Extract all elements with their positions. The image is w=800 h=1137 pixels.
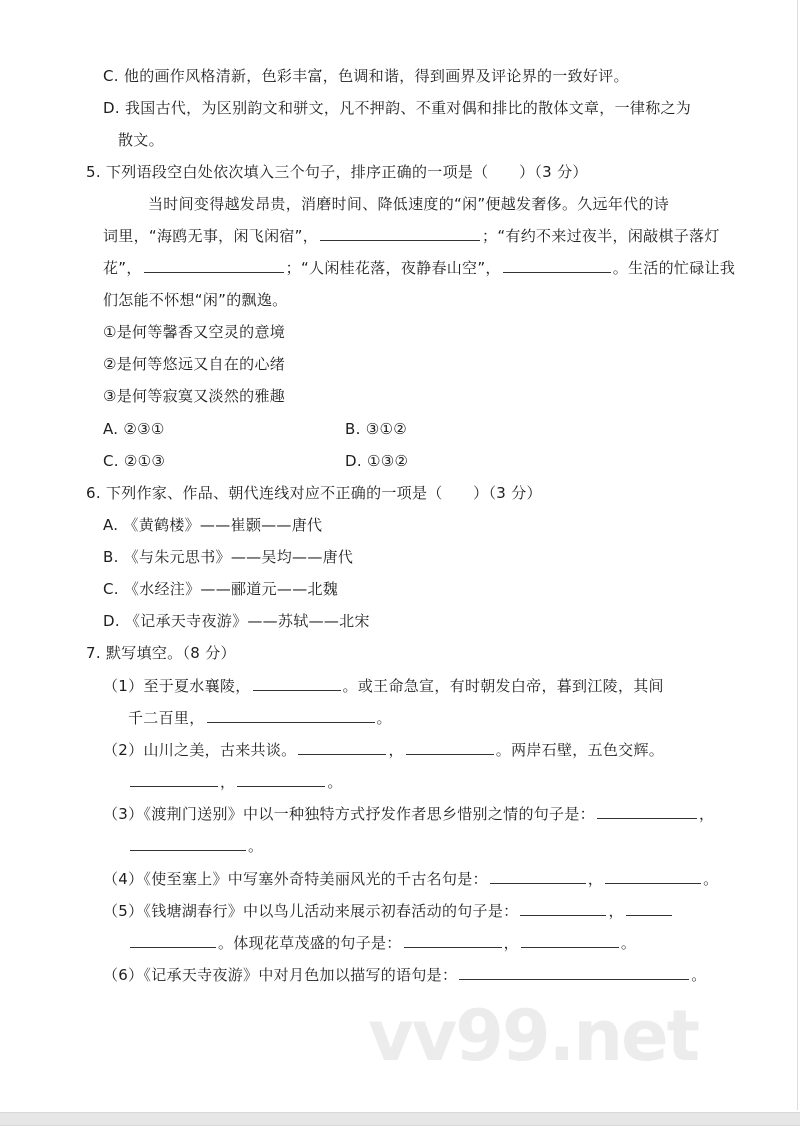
q6-stem: 6. 下列作家、作品、朝代连线对应不正确的一项是（ ）（3 分）: [86, 484, 542, 502]
text: ；“有约不来过夜半，闲敲棋子落灯: [482, 227, 720, 245]
q4-option-c: C. 他的画作风格清新，色彩丰富，色调和谐，得到画界及评论界的一致好评。: [103, 67, 629, 85]
text: 。: [703, 870, 719, 888]
answer-blank[interactable]: [503, 258, 611, 273]
page-separator: [0, 1112, 800, 1126]
q7-item-2: [103, 740, 664, 760]
answer-blank[interactable]: [490, 869, 586, 884]
q6-option-b: B. 《与朱元思书》——吴均——唐代: [103, 548, 354, 566]
answer-blank[interactable]: [298, 740, 386, 755]
text: 词里，“海鸥无事，闲飞闲宿”，: [103, 227, 319, 245]
q5-option-a: A. ②③①: [103, 420, 165, 438]
q7-item-1: [103, 676, 664, 696]
text: ，: [503, 934, 519, 952]
q5-sentence-3: ③是何等寂寞又淡然的雅趣: [103, 387, 286, 405]
text: （1）至于夏水襄陵，: [103, 677, 251, 695]
text: ，: [698, 805, 715, 823]
q7-item-5-cont: [128, 933, 636, 953]
answer-blank[interactable]: [130, 836, 246, 851]
text: 。体现花草茂盛的句子是：: [218, 934, 402, 952]
text: 千二百里，: [128, 709, 205, 727]
text: 花”，: [103, 259, 142, 277]
text: （6）《记承天寺夜游》中对月色加以描写的语句是：: [103, 966, 458, 984]
q5-para-line4: 们怎能不怀想“闲”的飘逸。: [103, 291, 288, 309]
answer-blank[interactable]: [130, 772, 218, 787]
q7-item-4: [103, 869, 718, 889]
q7-item-3-cont: [128, 836, 263, 856]
answer-blank[interactable]: [130, 933, 216, 948]
q7-item-1-cont: [128, 708, 392, 728]
q6-option-d: D. 《记承天寺夜游》——苏轼——北宋: [103, 612, 370, 630]
answer-blank[interactable]: [320, 226, 480, 241]
q5-para-line1: 当时间变得越发昂贵，消磨时间、降低速度的“闲”便越发奢侈。久远年代的诗: [148, 195, 670, 213]
text: ，: [608, 902, 624, 920]
q5-para-line2: [103, 226, 720, 246]
answer-blank[interactable]: [207, 708, 375, 723]
text: （5）《钱塘湖春行》中以鸟儿活动来展示初春活动的句子是：: [103, 902, 519, 920]
q5-option-d: D. ①③②: [345, 452, 409, 470]
answer-blank[interactable]: [597, 804, 697, 819]
answer-blank[interactable]: [605, 869, 701, 884]
q5-stem: 5. 下列语段空白处依次填入三个句子，排序正确的一项是（ ）（3 分）: [86, 163, 588, 181]
q5-option-b: B. ③①②: [345, 420, 407, 438]
text: 。: [691, 966, 707, 984]
q6-option-c: C. 《水经注》——郦道元——北魏: [103, 580, 339, 598]
q4-option-d: D. 我国古代，为区别韵文和骈文，凡不押韵、不重对偶和排比的散体文章，一律称之为: [103, 99, 692, 117]
watermark: vv99.net: [368, 995, 699, 1077]
text: （3）《渡荆门送别》中以一种独特方式抒发作者思乡惜别之情的句子是：: [103, 805, 595, 823]
answer-blank[interactable]: [253, 676, 341, 691]
q7-item-3: [103, 804, 714, 824]
text: 。或王命急宣，有时朝发白帝，暮到江陵，其间: [342, 677, 664, 695]
q5-para-line3: [103, 258, 735, 278]
text: 。两岸石壁，五色交辉。: [495, 741, 665, 759]
q7-stem: 7. 默写填空。（8 分）: [86, 644, 236, 662]
q6-option-a: A. 《黄鹤楼》——崔颢——唐代: [103, 516, 323, 534]
answer-blank[interactable]: [237, 772, 325, 787]
text: （2）山川之美，古来共谈。: [103, 741, 297, 759]
text: ；“人闲桂花落，夜静春山空”，: [285, 259, 501, 277]
text: 。: [620, 934, 637, 952]
answer-blank[interactable]: [520, 901, 606, 916]
q7-item-2-cont: [128, 772, 343, 792]
text: 。: [376, 709, 392, 727]
answer-blank[interactable]: [521, 933, 619, 948]
answer-blank[interactable]: [404, 933, 502, 948]
text: ，: [587, 870, 604, 888]
answer-blank[interactable]: [626, 901, 672, 916]
text: 。: [327, 773, 343, 791]
text: 。生活的忙碌让我: [612, 259, 736, 277]
text: ，: [388, 741, 404, 759]
q5-option-c: C. ②①③: [103, 452, 166, 470]
answer-blank[interactable]: [144, 258, 284, 273]
text: 。: [248, 837, 264, 855]
q7-item-6: [103, 965, 707, 985]
answer-blank[interactable]: [406, 740, 494, 755]
text: （4）《使至塞上》中写塞外奇特美丽风光的千古名句是：: [103, 870, 488, 888]
q5-sentence-2: ②是何等悠远又自在的心绪: [103, 355, 286, 373]
q7-item-5: [103, 901, 674, 921]
q4-option-d-cont: 散文。: [118, 131, 164, 149]
answer-blank[interactable]: [459, 965, 689, 980]
text: ，: [220, 773, 236, 791]
q5-sentence-1: ①是何等馨香又空灵的意境: [103, 323, 286, 341]
